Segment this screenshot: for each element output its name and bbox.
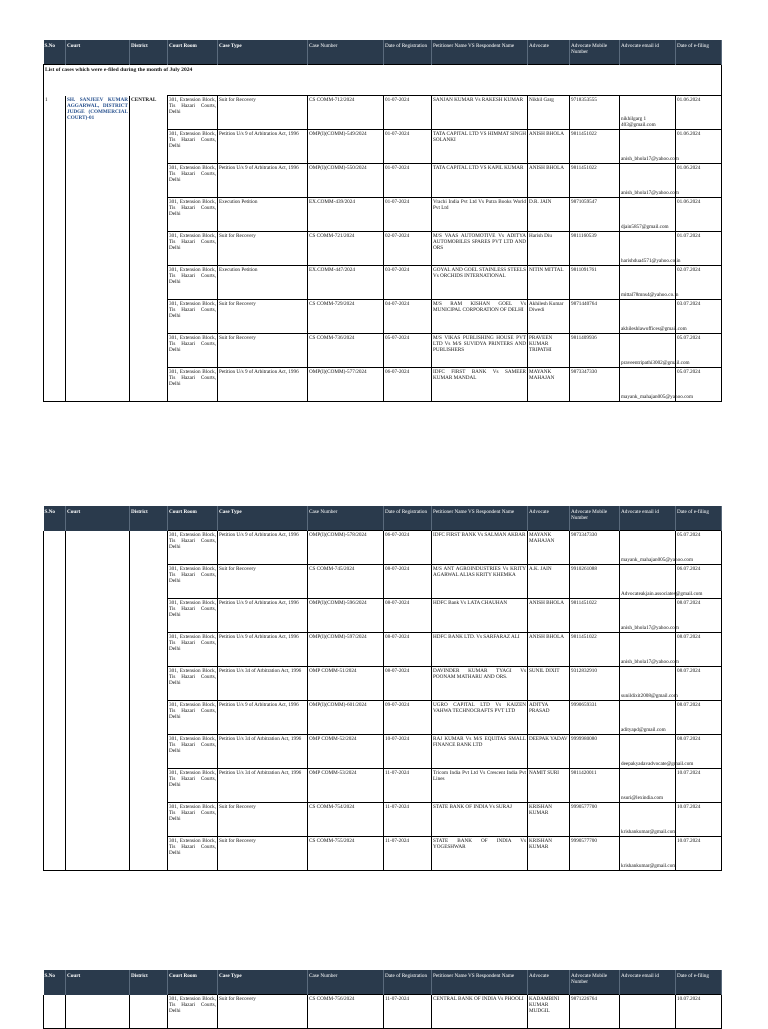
case-number-cell: CS COMM-729/2024 <box>308 300 384 334</box>
parties-cell: Vrachi India Pvt Ltd Vs Putra Books World Pvt Ltd <box>432 198 528 232</box>
parties-cell: Tricom India Pvt Ltd Vs Crescent India Pvt Lines <box>432 769 528 803</box>
advocate-mobile-cell: 9990577700 <box>570 837 620 871</box>
parties-cell: IDFC FIRST BANK Vs SAMEER KUMAR MANDAL <box>432 368 528 402</box>
court-room-cell: 301, Extension Block, Tis Hazari Courts, Delhi <box>168 300 218 334</box>
case-type-cell: Petition U/s 9 of Arbitration Act, 1996 <box>218 368 308 402</box>
case-number-cell: CS COMM-755/2024 <box>308 837 384 871</box>
header-case-number: Case Number <box>308 970 384 995</box>
case-number-cell: OMP(I)(COMM)-596/2024 <box>308 599 384 633</box>
court-room-cell: 301, Extension Block, Tis Hazari Courts, Delhi <box>168 96 218 130</box>
date-registration-cell: 08-07-2024 <box>384 667 432 701</box>
case-type-cell: Petition U/s 34 of Arbitration Act, 1996 <box>218 769 308 803</box>
advocate-cell: ANISH BHOLA <box>528 633 570 667</box>
date-efiling-cell: 05.07.2024 <box>676 368 722 402</box>
advocate-email-text: anish_bhola17@yahoo.com <box>621 156 679 162</box>
header-advocate-mobile: Advocate Mobile Number <box>570 40 620 65</box>
advocate-email-cell <box>620 232 676 266</box>
parties-cell: GOYAL AND GOEL STAINLESS STEELS Vs ORCHIDS INTERNATIONAL <box>432 266 528 300</box>
date-efiling-cell: 02.07.2024 <box>676 266 722 300</box>
case-number-cell: CS COMM-754/2024 <box>308 803 384 837</box>
parties-cell: CENTRAL BANK OF INDIA Vs PHOOLI <box>432 995 528 1029</box>
table-header-row <box>44 40 722 65</box>
advocate-cell: A.K. JAIN <box>528 565 570 599</box>
date-registration-cell: 06-07-2024 <box>384 368 432 402</box>
date-efiling-cell: 01.06.2024 <box>676 96 722 130</box>
court-room-cell: 301, Extension Block, Tis Hazari Courts, Delhi <box>168 633 218 667</box>
case-number-cell: CS COMM-745/2024 <box>308 565 384 599</box>
header-advocate-email: Advocate email id <box>620 506 676 531</box>
parties-cell: STATE BANK OF INDIA Vs SURAJ <box>432 803 528 837</box>
parties-cell: M/S VAAS AUTOMOTIVE Vs ADITYA AUTOMOBILES SPARES PVT LTD AND ORS <box>432 232 528 266</box>
header-advocate: Advocate <box>528 506 570 531</box>
advocate-email-text: nikhilgarg 1 403@gmail.com <box>621 116 675 128</box>
advocate-cell: KRISHAN KUMAR <box>528 837 570 871</box>
advocate-email-cell <box>620 769 676 803</box>
advocate-mobile-cell: 9811420011 <box>570 769 620 803</box>
header-advocate: Advocate <box>528 970 570 995</box>
header-case-type: Case Type <box>218 40 308 65</box>
header-case-number: Case Number <box>308 506 384 531</box>
advocate-email-text: mayank_mahajan005@yahoo.com <box>621 394 693 400</box>
date-efiling-cell: 01.07.2024 <box>676 232 722 266</box>
parties-cell: HDFC Bank Vs LATA CHAUHAN <box>432 599 528 633</box>
advocate-cell: PRAVEEN KUMAR TRIPATHI <box>528 334 570 368</box>
district-cell <box>130 995 168 1029</box>
court-room-cell: 301, Extension Block, Tis Hazari Courts, Delhi <box>168 803 218 837</box>
header-advocate-email: Advocate email id <box>620 40 676 65</box>
advocate-cell: MAYANK MAHAJAN <box>528 368 570 402</box>
advocate-cell: Nikhil Garg <box>528 96 570 130</box>
date-registration-cell: 02-07-2024 <box>384 232 432 266</box>
case-number-cell: OMP(I)(COMM)-549/2024 <box>308 130 384 164</box>
case-number-cell: EX.COMM-439/2024 <box>308 198 384 232</box>
advocate-email-cell <box>620 995 676 1029</box>
advocate-email-cell <box>620 198 676 232</box>
advocate-cell: ADITYA PRASAD <box>528 701 570 735</box>
cases-table-page-1 <box>43 40 722 402</box>
case-number-cell: OMP COMM-51/2024 <box>308 667 384 701</box>
date-efiling-cell: 06.07.2024 <box>676 565 722 599</box>
table-bottom-border <box>44 871 722 872</box>
case-number-cell: OMP COMM-53/2024 <box>308 769 384 803</box>
advocate-mobile-cell: 9871226764 <box>570 995 620 1029</box>
header-district: District <box>130 506 168 531</box>
parties-cell: M/S VIKAS PUBLISHING HOUSE PVT LTD Vs M/S SUVIDYA PRINTERS AND PUBLISHERS <box>432 334 528 368</box>
date-registration-cell: 08-07-2024 <box>384 565 432 599</box>
court-room-cell: 301, Extension Block, Tis Hazari Courts, Delhi <box>168 599 218 633</box>
advocate-mobile-cell: 9871059547 <box>570 198 620 232</box>
date-efiling-cell: 08.07.2024 <box>676 667 722 701</box>
parties-cell: M/S ANT AGROINDUSTRIES Vs KRITY AGARWAL ALIAS KRITY KHEMKA <box>432 565 528 599</box>
header-court: Court <box>66 506 130 531</box>
header-date-efiling: Date of e-filing <box>676 40 722 65</box>
case-type-cell: Suit for Recovery <box>218 96 308 130</box>
court-room-cell: 301, Extension Block, Tis Hazari Courts, Delhi <box>168 334 218 368</box>
header-district: District <box>130 970 168 995</box>
advocate-email-cell <box>620 531 676 565</box>
header-advocate-mobile: Advocate Mobile Number <box>570 506 620 531</box>
advocate-cell: KRISHAN KUMAR <box>528 803 570 837</box>
advocate-mobile-cell: 9811451022 <box>570 130 620 164</box>
advocate-mobile-cell: 9811160539 <box>570 232 620 266</box>
date-efiling-cell: 10.07.2024 <box>676 803 722 837</box>
advocate-email-cell <box>620 803 676 837</box>
advocate-email-text: mittal78mns4@yahoo.co.in <box>621 292 679 298</box>
date-efiling-cell: 05.07.2024 <box>676 334 722 368</box>
district-cell <box>130 531 168 871</box>
advocate-email-cell <box>620 334 676 368</box>
date-efiling-cell: 10.07.2024 <box>676 995 722 1029</box>
case-type-cell: Petition U/s 9 of Arbitration Act, 1996 <box>218 130 308 164</box>
advocate-email-cell <box>620 96 676 130</box>
parties-cell: HDFC BANK LTD. Vs SARFARAZ ALI <box>432 633 528 667</box>
court-room-cell: 301, Extension Block, Tis Hazari Courts, Delhi <box>168 769 218 803</box>
header-parties: Petitioner Name VS Respondent Name <box>432 40 528 65</box>
date-efiling-cell: 08.07.2024 <box>676 633 722 667</box>
table-row <box>44 531 722 565</box>
court-room-cell: 301, Extension Block, Tis Hazari Courts, Delhi <box>168 565 218 599</box>
date-registration-cell: 01-07-2024 <box>384 198 432 232</box>
table-header-row <box>44 506 722 531</box>
case-number-cell: OMP(I)(COMM)-601/2024 <box>308 701 384 735</box>
advocate-mobile-cell: 9990659331 <box>570 701 620 735</box>
advocate-email-cell <box>620 667 676 701</box>
parties-cell: M/S RAM KISHAN GOEL Vs MUNICIPAL CORPORATION OF DELHI <box>432 300 528 334</box>
date-registration-cell: 05-07-2024 <box>384 334 432 368</box>
advocate-mobile-cell: 9873347330 <box>570 368 620 402</box>
header-date-registration: Date of Registration <box>384 40 432 65</box>
advocate-email-text: anish_bhola17@yahoo.com <box>621 659 679 665</box>
parties-cell: SANJAN KUMAR Vs RAKESH KUMAR <box>432 96 528 130</box>
advocate-email-cell <box>620 633 676 667</box>
advocate-email-cell <box>620 735 676 769</box>
advocate-mobile-cell: 9718353555 <box>570 96 620 130</box>
court-cell <box>66 995 130 1029</box>
cases-table-page-2 <box>43 506 722 871</box>
advocate-cell: Harish Diu <box>528 232 570 266</box>
court-room-cell: 301, Extension Block, Tis Hazari Courts, Delhi <box>168 164 218 198</box>
advocate-email-cell <box>620 701 676 735</box>
case-type-cell: Execution Petition <box>218 198 308 232</box>
date-registration-cell: 09-07-2024 <box>384 701 432 735</box>
advocate-email-cell <box>620 164 676 198</box>
case-number-cell: OMP(I)(COMM)-578/2024 <box>308 531 384 565</box>
advocate-email-text: Advocateakjain.associates@gmail.com <box>621 591 702 597</box>
parties-cell: UGRO CAPITAL LTD Vs KAIZEN VAHWA TECHNOCRAFTS PVT LTD <box>432 701 528 735</box>
advocate-mobile-cell: 9990577700 <box>570 803 620 837</box>
court-room-cell: 301, Extension Block, Tis Hazari Courts, Delhi <box>168 995 218 1029</box>
date-efiling-cell: 10.07.2024 <box>676 769 722 803</box>
table-row <box>44 995 722 1029</box>
case-number-cell: CS COMM-712/2024 <box>308 96 384 130</box>
advocate-mobile-cell: 9811451022 <box>570 599 620 633</box>
cases-table-page-3 <box>43 970 722 1029</box>
court-room-cell: 301, Extension Block, Tis Hazari Courts, Delhi <box>168 735 218 769</box>
advocate-email-text: sunildixit2008@gmail.com <box>621 693 678 699</box>
advocate-mobile-cell: 9811451022 <box>570 164 620 198</box>
case-type-cell: Execution Petition <box>218 266 308 300</box>
header-court-room: Court Room <box>168 506 218 531</box>
date-registration-cell: 11-07-2024 <box>384 995 432 1029</box>
advocate-email-text: krishankumar@gmail.com <box>621 829 676 835</box>
court-room-cell: 301, Extension Block, Tis Hazari Courts, Delhi <box>168 701 218 735</box>
advocate-cell: Akhilesh Kumar Diwedi <box>528 300 570 334</box>
case-number-cell: OMP(I)(COMM)-597/2024 <box>308 633 384 667</box>
parties-cell: RAJ KUMAR Vs M/S EQUITAS SMALL FINANCE BANK LTD <box>432 735 528 769</box>
case-number-cell: OMP COMM-52/2024 <box>308 735 384 769</box>
advocate-email-text: harishdua4571@yahoo.co.in <box>621 258 681 264</box>
case-number-cell: OMP(I)(COMM)-550/2024 <box>308 164 384 198</box>
advocate-email-cell <box>620 300 676 334</box>
case-type-cell: Suit for Recovery <box>218 803 308 837</box>
case-number-cell: CS COMM-721/2024 <box>308 232 384 266</box>
court-room-cell: 301, Extension Block, Tis Hazari Courts, Delhi <box>168 368 218 402</box>
header-parties: Petitioner Name VS Respondent Name <box>432 506 528 531</box>
case-type-cell: Suit for Recovery <box>218 565 308 599</box>
parties-cell: IDFC FIRST BANK Vs SALMAN AKBAR <box>432 531 528 565</box>
table-row <box>44 96 722 130</box>
header-sno: S.No <box>44 506 66 531</box>
parties-cell: DAVINDER KUMAR TYAGI Vs POONAM MATHARU AND ORS. <box>432 667 528 701</box>
header-date-efiling: Date of e-filing <box>676 506 722 531</box>
date-registration-cell: 11-07-2024 <box>384 837 432 871</box>
court-room-cell: 301, Extension Block, Tis Hazari Courts, Delhi <box>168 232 218 266</box>
header-advocate-mobile: Advocate Mobile Number <box>570 970 620 995</box>
header-date-efiling: Date of e-filing <box>676 970 722 995</box>
date-registration-cell: 10-07-2024 <box>384 735 432 769</box>
case-type-cell: Suit for Recovery <box>218 334 308 368</box>
date-registration-cell: 01-07-2024 <box>384 164 432 198</box>
advocate-cell: D.R. JAIN <box>528 198 570 232</box>
advocate-email-text: nsuri@lexindia.com <box>621 795 663 801</box>
header-court-room: Court Room <box>168 970 218 995</box>
sno-cell <box>44 531 66 871</box>
advocate-mobile-cell: 9871440764 <box>570 300 620 334</box>
sno-cell: 1 <box>44 96 66 402</box>
advocate-email-text: deepakyadavadvocate@gmail.com <box>621 761 693 767</box>
header-court: Court <box>66 970 130 995</box>
header-case-type: Case Type <box>218 506 308 531</box>
advocate-email-text: anish_bhola17@yahoo.com <box>621 190 679 196</box>
advocate-mobile-cell: 9910261088 <box>570 565 620 599</box>
parties-cell: TATA CAPITAL LTD VS KAPIL KUMAR <box>432 164 528 198</box>
date-registration-cell: 06-07-2024 <box>384 531 432 565</box>
advocate-cell: NAMIT SURI <box>528 769 570 803</box>
case-type-cell: Petition U/s 9 of Arbitration Act, 1996 <box>218 531 308 565</box>
court-room-cell: 301, Extension Block, Tis Hazari Courts, Delhi <box>168 198 218 232</box>
court-cell: SH. SANJEEV KUMAR AGGARWAL, DISTRICT JUDGE (COMMERCIAL COURT)-01 <box>66 96 130 402</box>
header-advocate: Advocate <box>528 40 570 65</box>
advocate-mobile-cell: 9999980080 <box>570 735 620 769</box>
advocate-email-text: mayank_mahajan005@yahoo.com <box>621 557 693 563</box>
date-efiling-cell: 01.06.2024 <box>676 130 722 164</box>
case-type-cell: Petition U/s 34 of Arbitration Act, 1996 <box>218 667 308 701</box>
court-room-cell: 301, Extension Block, Tis Hazari Courts, Delhi <box>168 130 218 164</box>
court-room-cell: 301, Extension Block, Tis Hazari Courts, Delhi <box>168 266 218 300</box>
case-number-cell: CS COMM-756/2024 <box>308 995 384 1029</box>
table-header-row <box>44 970 722 995</box>
advocate-mobile-cell: 9811451022 <box>570 633 620 667</box>
advocate-cell: ANISH BHOLA <box>528 164 570 198</box>
case-number-cell: EX.COMM-447/2024 <box>308 266 384 300</box>
case-number-cell: OMP(I)(COMM)-577/2024 <box>308 368 384 402</box>
date-registration-cell: 03-07-2024 <box>384 266 432 300</box>
date-registration-cell: 11-07-2024 <box>384 769 432 803</box>
advocate-cell: KADAMBINI KUMAR MUDGIL <box>528 995 570 1029</box>
date-registration-cell: 01-07-2024 <box>384 130 432 164</box>
table-bottom-border <box>44 402 722 403</box>
advocate-email-cell <box>620 599 676 633</box>
parties-cell: TATA CAPITAL LTD VS HIMMAT SINGH SOLANKI <box>432 130 528 164</box>
case-type-cell: Suit for Recovery <box>218 300 308 334</box>
advocate-email-text: djain5857@gmail.com <box>621 224 669 230</box>
header-case-type: Case Type <box>218 970 308 995</box>
date-efiling-cell: 08.07.2024 <box>676 599 722 633</box>
advocate-cell: MAYANK MAHAJAN <box>528 531 570 565</box>
parties-cell: STATE BANK OF INDIA Vs YOGESHWAR <box>432 837 528 871</box>
header-date-registration: Date of Registration <box>384 970 432 995</box>
date-efiling-cell: 01.06.2024 <box>676 164 722 198</box>
advocate-email-cell <box>620 130 676 164</box>
date-registration-cell: 04-07-2024 <box>384 300 432 334</box>
advocate-mobile-cell: 9873347330 <box>570 531 620 565</box>
advocate-email-cell <box>620 565 676 599</box>
district-cell: CENTRAL <box>130 96 168 402</box>
date-registration-cell: 08-07-2024 <box>384 599 432 633</box>
case-type-cell: Petition U/s 34 of Arbitration Act, 1996 <box>218 735 308 769</box>
advocate-mobile-cell: 9811409936 <box>570 334 620 368</box>
advocate-email-text: praveentripathi3002@gmail.com <box>621 360 690 366</box>
advocate-email-text: krishankumar@gmail.com <box>621 863 676 869</box>
case-number-cell: CS COMM-736/2024 <box>308 334 384 368</box>
advocate-cell: DEEPAK YADAV <box>528 735 570 769</box>
date-efiling-cell: 01.06.2024 <box>676 198 722 232</box>
document-title: List of cases which were e-filed during the month of July 2024 <box>44 65 722 96</box>
advocate-email-text: anish_bhola17@yahoo.com <box>621 625 679 631</box>
court-room-cell: 301, Extension Block, Tis Hazari Courts, Delhi <box>168 837 218 871</box>
sno-cell <box>44 995 66 1029</box>
advocate-cell: SUNIL DIXIT <box>528 667 570 701</box>
advocate-cell: ANISH BHOLA <box>528 599 570 633</box>
header-district: District <box>130 40 168 65</box>
header-court: Court <box>66 40 130 65</box>
header-sno: S.No <box>44 970 66 995</box>
table-bottom-line <box>44 871 722 872</box>
header-date-registration: Date of Registration <box>384 506 432 531</box>
case-type-cell: Petition U/s 9 of Arbitration Act, 1996 <box>218 633 308 667</box>
advocate-email-text: akhileshlawoffices@gmail.com <box>621 326 687 332</box>
case-type-cell: Suit for Recovery <box>218 995 308 1029</box>
case-type-cell: Petition U/s 9 of Arbitration Act, 1996 <box>218 701 308 735</box>
date-registration-cell: 01-07-2024 <box>384 96 432 130</box>
date-registration-cell: 08-07-2024 <box>384 633 432 667</box>
case-type-cell: Suit for Recovery <box>218 232 308 266</box>
advocate-email-cell <box>620 837 676 871</box>
advocate-cell: ANISH BHOLA <box>528 130 570 164</box>
case-type-cell: Petition U/s 9 of Arbitration Act, 1996 <box>218 164 308 198</box>
date-efiling-cell: 03.07.2024 <box>676 300 722 334</box>
advocate-email-cell <box>620 368 676 402</box>
court-cell <box>66 531 130 871</box>
date-efiling-cell: 08.07.2024 <box>676 701 722 735</box>
advocate-email-cell <box>620 266 676 300</box>
court-room-cell: 301, Extension Block, Tis Hazari Courts, Delhi <box>168 531 218 565</box>
header-advocate-email: Advocate email id <box>620 970 676 995</box>
date-registration-cell: 11-07-2024 <box>384 803 432 837</box>
table-bottom-line <box>44 402 722 403</box>
header-sno: S.No <box>44 40 66 65</box>
case-type-cell: Petition U/s 9 of Arbitration Act, 1996 <box>218 599 308 633</box>
header-parties: Petitioner Name VS Respondent Name <box>432 970 528 995</box>
header-court-room: Court Room <box>168 40 218 65</box>
court-room-cell: 301, Extension Block, Tis Hazari Courts, Delhi <box>168 667 218 701</box>
date-efiling-cell: 10.07.2024 <box>676 837 722 871</box>
case-type-cell: Suit for Recovery <box>218 837 308 871</box>
advocate-email-text: adityapd@gmail.com <box>621 727 666 733</box>
header-case-number: Case Number <box>308 40 384 65</box>
date-efiling-cell: 05.07.2024 <box>676 531 722 565</box>
date-efiling-cell: 08.07.2024 <box>676 735 722 769</box>
advocate-mobile-cell: 9312832910 <box>570 667 620 701</box>
advocate-cell: NITIN MITTAL <box>528 266 570 300</box>
advocate-mobile-cell: 9811091761 <box>570 266 620 300</box>
